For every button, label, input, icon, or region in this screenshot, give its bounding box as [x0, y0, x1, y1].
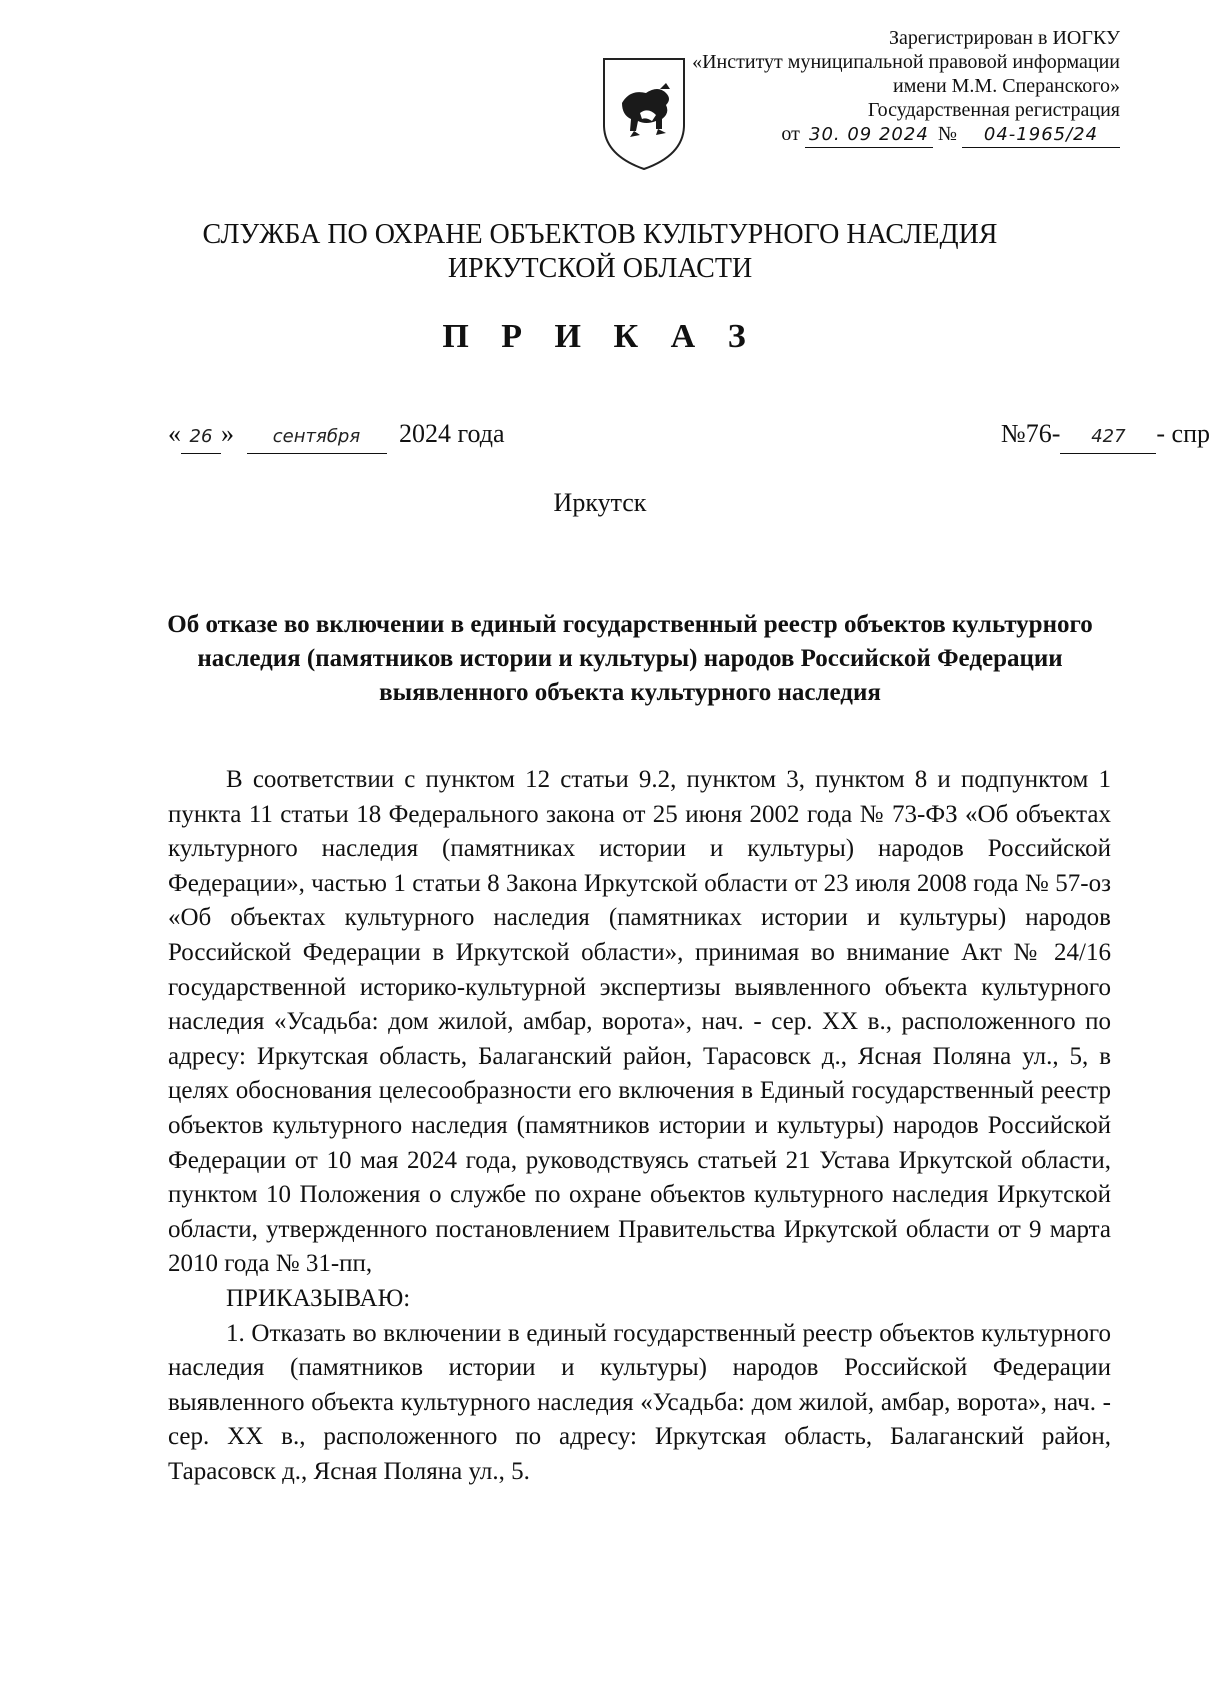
date-day: 26	[181, 421, 221, 454]
registration-date-prefix: от	[781, 123, 800, 145]
document-title: Об отказе во включении в единый государственный реестр объектов культурного наследия (памятников истории и культуры) народов Российской Федерации выявленного объекта культурного наследия	[167, 611, 1093, 706]
open-quote: «	[168, 419, 181, 448]
registration-date: 30. 09 2024	[805, 123, 933, 148]
registration-line-3: имени М.М. Сперанского»	[893, 75, 1120, 97]
registration-line-4: Государственная регистрация	[867, 99, 1120, 121]
document-date	[168, 418, 505, 454]
order-item-1: 1. Отказать во включении в единый государственный реестр объектов культурного наследия (памятников истории и культуры) народов Российской Федерации выявленного объекта культурного наследия «Усадьба: дом жилой, амбар, ворота», нач. - сер. XX в., расположенного по адресу: Иркутская область, Балаганский район, Тарасовск д., Ясная Поляна ул., 5.	[168, 1319, 1111, 1485]
date-year: 2024 года	[399, 419, 505, 448]
number-prefix: №76-	[1000, 419, 1061, 448]
registration-number: 04-1965/24	[962, 123, 1120, 148]
agency-name-line-1: СЛУЖБА ПО ОХРАНЕ ОБЪЕКТОВ КУЛЬТУРНОГО НАСЛЕДИЯ	[202, 219, 998, 250]
registration-line-2: «Институт муниципальной правовой информации	[692, 51, 1120, 73]
agency-name	[150, 218, 1050, 286]
document-type: П Р И К А З	[442, 318, 758, 355]
coat-of-arms-icon	[600, 55, 688, 173]
registration-number-prefix: №	[937, 123, 957, 145]
registration-line-1: Зарегистрирован в ИОГКУ	[889, 27, 1120, 49]
preamble-paragraph: В соответствии с пунктом 12 статьи 9.2, пунктом 3, пунктом 8 и подпунктом 1 пункта 11 статьи 18 Федерального закона от 25 июня 2002 года № 73-ФЗ «Об объектах культурного наследия (памятниках истории и культуры) народов Российской Федерации», частью 1 статьи 8 Закона Иркутской области от 23 июля 2008 года № 57-оз «Об объектах культурного наследия (памятниках истории и культуры) народов Российской Федерации в Иркутской области», принимая во внимание Акт № 24/16 государственной историко-культурной экспертизы выявленного объекта культурного наследия «Усадьба: дом жилой, амбар, ворота», нач. - сер. XX в., расположенного по адресу: Иркутская область, Балаганский район, Тарасовск д., Ясная Поляна ул., 5, в целях обоснования целесообразности его включения в Единый государственный реестр объектов культурного наследия (памятников истории и культуры) народов Российской Федерации от 10 мая 2024 года, руководствуясь статьей 21 Устава Иркутской области, пунктом 10 Положения о службе по охране объектов культурного наследия Иркутской области, утвержденного постановлением Правительства Иркутской области от 9 марта 2010 года № 31-пп,	[168, 766, 1111, 1278]
number-suffix: - спр	[1156, 419, 1210, 448]
number-value: 427	[1060, 421, 1156, 454]
agency-name-line-2: ИРКУТСКОЙ ОБЛАСТИ	[447, 253, 753, 284]
document-body	[168, 763, 1111, 1489]
close-quote: »	[221, 419, 234, 448]
order-word: ПРИКАЗЫВАЮ:	[226, 1284, 411, 1312]
date-month: сентября	[247, 421, 387, 454]
document-number	[1001, 418, 1210, 454]
city: Иркутск	[553, 488, 647, 517]
